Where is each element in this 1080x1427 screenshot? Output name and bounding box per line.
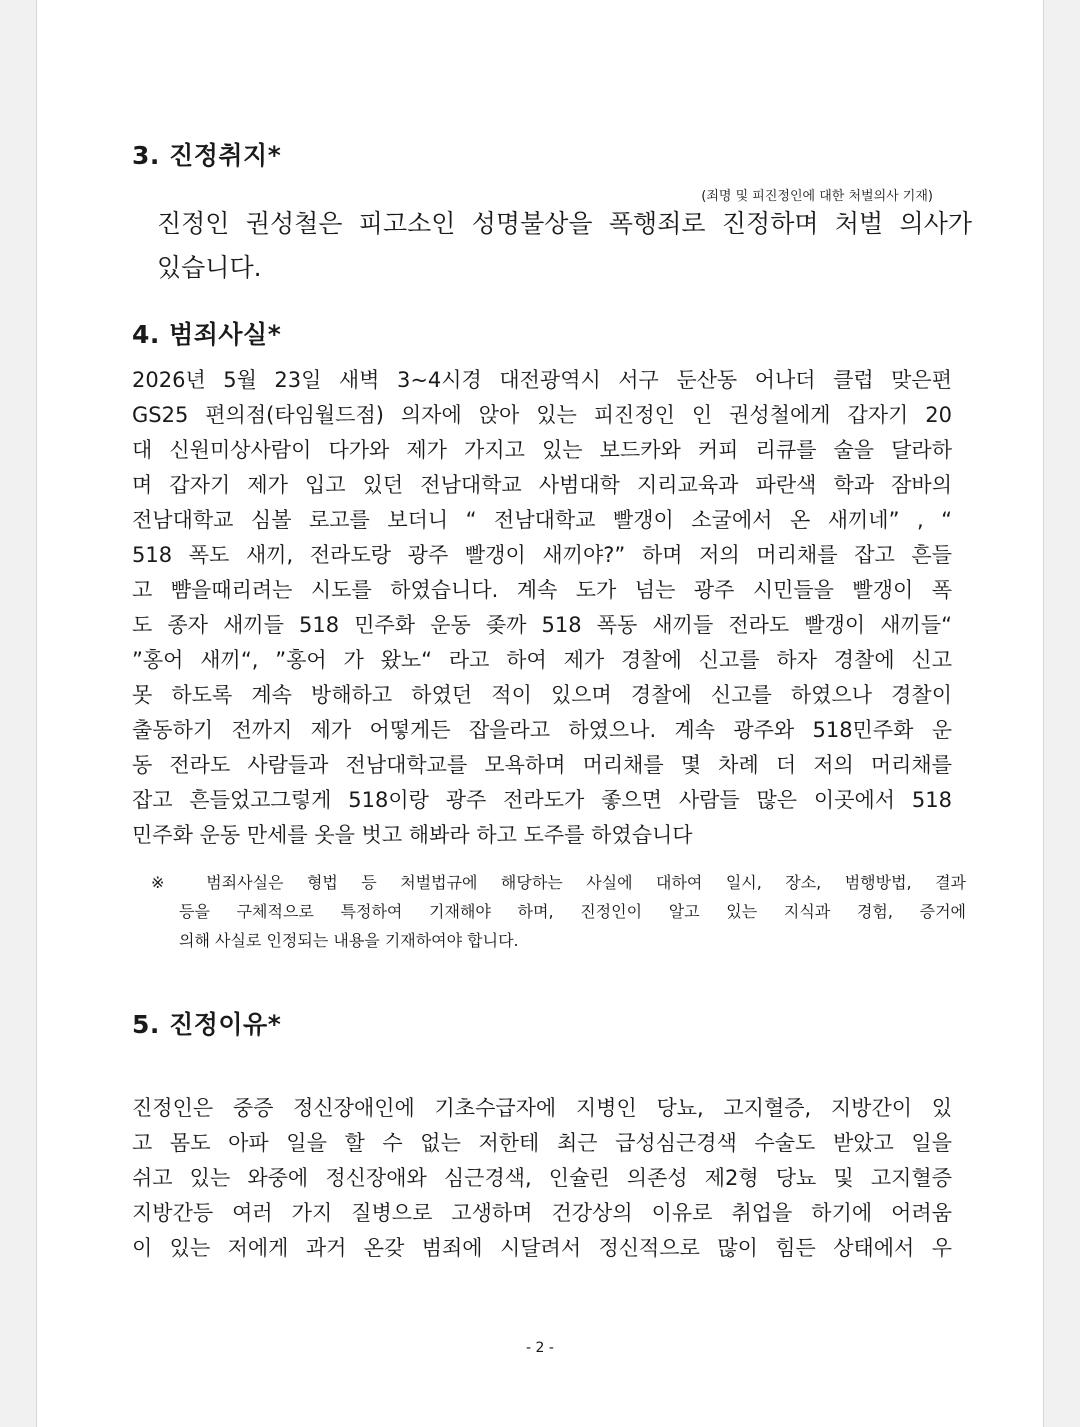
body-line: 518 폭도 새끼, 전라도랑 광주 빨갱이 새끼야?” 하며 저의 머리채를 잡고 흔들 <box>132 543 952 567</box>
body-line: 고 몸도 아파 일을 할 수 없는 저한테 최근 급성심근경색 수술도 받았고 일을 <box>132 1131 952 1155</box>
body-line: 고 뺨을때리려는 시도를 하였습니다. 계속 도가 넘는 광주 시민들을 빨갱이 폭 <box>132 578 952 602</box>
section-5-heading: 5. 진정이유* <box>132 1010 282 1039</box>
body-line: 민주화 운동 만세를 옷을 벗고 해봐라 하고 도주를 하였습니다 <box>132 823 693 847</box>
body-line: 며 갑자기 제가 입고 있던 전남대학교 사범대학 지리교육과 파란색 학과 잠바의 <box>132 473 952 497</box>
section-4-heading: 4. 범죄사실* <box>132 320 282 349</box>
body-line: 이 있는 저에게 과거 온갖 범죄에 시달려서 정신적으로 많이 힘든 상태에서 우 <box>132 1236 952 1260</box>
body-line: 진정인은 중증 정신장애인에 기초수급자에 지병인 당뇨, 고지혈증, 지방간이 있 <box>132 1096 952 1120</box>
body-line: 못 하도록 계속 방해하고 하였던 적이 있으며 경찰에 신고를 하였으나 경찰이 <box>132 683 952 707</box>
section-5-body <box>132 1091 952 1266</box>
body-line: 전남대학교 심볼 로고를 보더니 “ 전남대학교 빨갱이 소굴에서 온 새끼네” , “ <box>132 508 952 532</box>
warning-line: ※ 범죄사실은 형법 등 처벌법규에 해당하는 사실에 대하여 일시, 장소, 범행방법, 결과 <box>151 873 966 892</box>
section-3-heading: 3. 진정취지* <box>132 141 282 170</box>
document-page <box>36 0 1044 1427</box>
body-line: 대 신원미상사람이 다가와 제가 가지고 있는 보드카와 커피 리큐를 술을 달라하 <box>132 438 952 462</box>
section-3-body <box>157 202 972 290</box>
section-4-body <box>132 363 952 853</box>
warning-line: 등을 구체적으로 특정하여 기재해야 하며, 진정인이 알고 있는 지식과 경험, 증거에 <box>179 902 966 921</box>
body-line: 있습니다. <box>157 253 262 282</box>
body-line: 2026년 5월 23일 새벽 3~4시경 대전광역시 서구 둔산동 어나더 클럽 맞은편 <box>132 368 952 392</box>
body-line: 도 종자 새끼들 518 민주화 운동 좆까 518 폭동 새끼들 전라도 빨갱이 새끼들“ <box>132 613 952 637</box>
section-3-note: (죄명 및 피진정인에 대한 처벌의사 기재) <box>701 189 933 204</box>
page-number: - 2 - <box>526 1340 554 1356</box>
body-line: 출동하기 전까지 제가 어떻게든 잡을라고 하였으나. 계속 광주와 518민주화 운 <box>132 718 952 742</box>
warning-line: 의해 사실로 인정되는 내용을 기재하여야 합니다. <box>179 931 519 950</box>
body-line: 동 전라도 사람들과 전남대학교를 모욕하며 머리채를 몇 차례 더 저의 머리채를 <box>132 753 952 777</box>
body-line: GS25 편의점(타임월드점) 의자에 앉아 있는 피진정인 인 권성철에게 갑자기 20 <box>132 403 952 427</box>
body-line: 잡고 흔들었고그렇게 518이랑 광주 전라도가 좋으면 사람들 많은 이곳에서 518 <box>132 788 952 812</box>
section-4-warning <box>151 868 966 955</box>
body-line: 진정인 권성철은 피고소인 성명불상을 폭행죄로 진정하며 처벌 의사가 <box>157 209 972 238</box>
body-line: ”홍어 새끼“, ”홍어 가 왔노“ 라고 하여 제가 경찰에 신고를 하자 경찰에 신고 <box>132 648 952 672</box>
body-line: 쉬고 있는 와중에 정신장애와 심근경색, 인슐린 의존성 제2형 당뇨 및 고지혈증 <box>132 1166 952 1190</box>
body-line: 지방간등 여러 가지 질병으로 고생하며 건강상의 이유로 취업을 하기에 어려움 <box>132 1201 952 1225</box>
